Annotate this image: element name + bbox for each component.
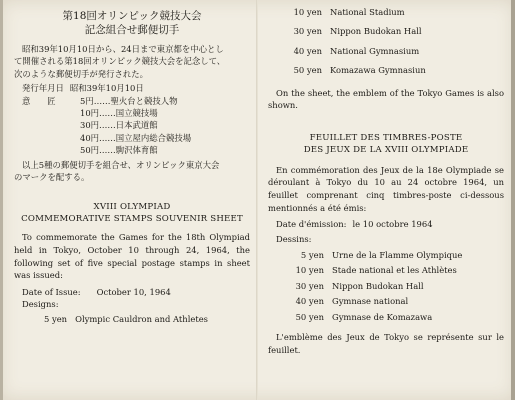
jp-closing [14,159,250,184]
fr-title-line-2: DES JEUX DE LA XVIII OLYMPIADE [303,144,469,155]
en-design-name-4: Komazawa Gymnasiun [330,65,426,76]
en-intro-paragraph: To commemorate the Games for the 18th Olympiad held in Tokyo, October 10 through 24, 1964, the following set of five special postage stamps in sheet was issued: [14,232,250,281]
jp-design-item-3: 40円……国立屋内総合競技場 [80,132,192,143]
fr-issue-label: Date d'émission: [276,219,347,230]
fr-title [268,132,504,156]
jp-intro-line-2: て開催される第18回オリンピック競技大会を記念して、 [14,56,226,67]
en-design-value-2: 30 yen [293,26,322,37]
fr-design-value-0: 5 yen [300,250,324,260]
en-design-row-4 [282,64,504,76]
en-title-line-1: XVIII OLYMPIAD [93,202,171,213]
left-edge-shadow [0,0,3,400]
en-design-row-2 [282,25,504,37]
jp-issue-label: 発行年月日 [22,83,64,94]
fr-design-row-0 [284,249,504,261]
jp-title-line-2: 記念組合せ郵便切手 [84,24,180,36]
fr-design-row-3 [284,295,504,307]
fr-intro-paragraph: En commémoration des Jeux de la 18e Olympiade se déroulant à Tokyo du 10 au 24 octobre 1964, un feuillet comprenant cinq timbres-poste ci-dessous mentionnés a été émis: [268,164,504,213]
en-design-name-0: Olympic Cauldron and Athletes [75,313,208,324]
center-fold [256,0,258,400]
jp-design-row [22,95,250,107]
jp-issue-row [22,82,250,94]
fr-issue-value: le 10 octobre 1964 [352,219,433,230]
fr-design-row-2 [284,280,504,292]
jp-design-item-1: 10円……国立競技場 [80,108,158,119]
left-page [14,0,250,400]
en-designs-cont [268,6,504,77]
fr-design-value-4: 50 yen [295,311,324,322]
en-design-value-3: 40 yen [293,45,322,56]
fr-design-row-4 [284,311,504,323]
jp-intro [14,43,250,80]
en-issue-row [22,286,250,298]
en-design-row-0 [22,313,250,325]
en-design-name-2: Nippon Budokan Hall [330,26,422,37]
en-design-row-1 [282,6,504,18]
jp-design-item-4: 50円……駒沢体育館 [80,145,158,156]
en-design-value-0: 5 yen [44,313,68,324]
fr-design-name-3: Gymnase national [332,296,409,307]
fr-design-value-1: 10 yen [295,265,324,276]
fr-issue-section [268,218,504,245]
fr-design-value-2: 30 yen [295,280,324,291]
jp-design-item-0: 5円……聖火台と競技人物 [80,95,178,106]
jp-design-item-2: 30円……日本武道館 [80,120,158,131]
en-design-value-4: 50 yen [293,65,322,76]
right-edge-shadow [511,0,515,400]
jp-design-label: 意 匠 [22,95,56,106]
fr-design-name-1: Stade national et les Athlètes [332,265,457,276]
en-designs-label: Designs: [22,299,59,310]
fr-designs-label: Dessins: [276,233,312,244]
en-design-name-1: National Stadium [330,7,405,17]
en-title [14,201,250,225]
fr-designs-list [268,249,504,323]
en-issue-label: Date of Issue: [22,286,81,297]
en-emblem-note: On the sheet, the emblem of the Tokyo Games is also shown. [268,87,504,111]
en-title-line-2: COMMEMORATIVE STAMPS SOUVENIR SHEET [21,214,243,225]
jp-intro-line-3: 次のような郵便切手が発行された。 [14,68,148,79]
en-design-value-1: 10 yen [293,7,322,17]
fr-emblem-note: L'emblème des Jeux de Tokyo se représente sur le feuillet. [268,332,504,355]
en-issue-section [14,286,250,325]
jp-intro-line-1: 昭和39年10月10日から、24日まで東京都を中心とし [22,44,224,54]
jp-issue-value: 昭和39年10月10日 [69,83,144,94]
fr-design-row-1 [284,264,504,276]
fr-issue-row [276,218,504,230]
fr-design-value-3: 40 yen [295,296,324,307]
fr-design-name-4: Gymnase de Komazawa [332,311,433,322]
en-design-name-3: National Gymnasium [330,45,420,56]
jp-details [14,82,250,156]
en-design-row-3 [282,45,504,57]
fr-design-name-0: Urne de la Flamme Olympique [332,250,463,260]
jp-closing-line-1: 以上5種の郵便切手を組合せ、オリンピック東京大会 [22,159,220,170]
fr-design-name-2: Nippon Budokan Hall [332,280,424,291]
right-page [268,0,504,400]
jp-title [14,9,250,37]
fr-title-line-1: FEUILLET DES TIMBRES-POSTE [309,132,463,143]
jp-title-line-1: 第18回オリンピック競技大会 [62,10,202,22]
jp-closing-line-2: のマークを配する。 [14,172,90,183]
en-issue-value: October 10, 1964 [96,286,171,297]
